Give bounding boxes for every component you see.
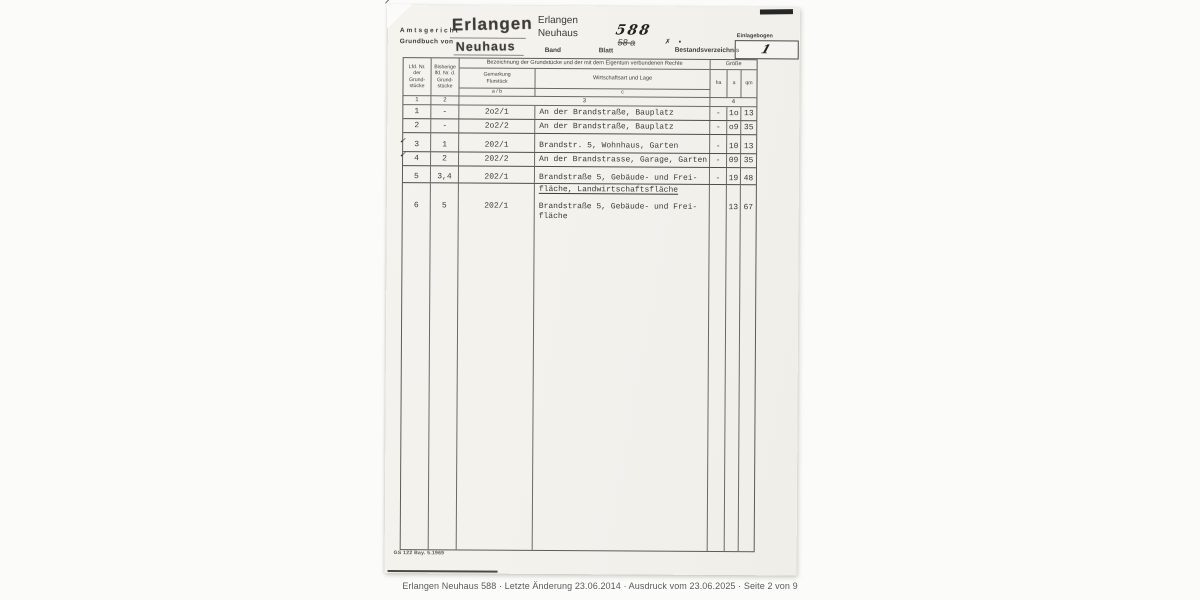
row-wirtschaftsart: An der Brandstraße, Bauplatz: [535, 120, 710, 134]
row-flurstueck: 2o2/2: [459, 119, 535, 132]
band-label: Band: [544, 46, 561, 55]
row-ha: -: [710, 172, 727, 184]
row-wirtschaftsart: Brandstraße 5, Gebäude- und Frei-: [535, 201, 710, 212]
row-a: 10: [727, 140, 741, 153]
row-a: 09: [727, 154, 741, 167]
row-wirtschaftsart: An der Brandstraße, Bauplatz: [535, 106, 710, 120]
row-qm: 13: [744, 109, 754, 119]
scanned-grundbuch-page: [385, 5, 800, 576]
amtsgericht-label: Amtsgericht: [399, 27, 460, 35]
row-a: 19: [727, 172, 741, 184]
row-checkmark: ✓: [399, 136, 406, 146]
header-gemarkung-flurstueck: Gemarkung Flurstück: [459, 68, 535, 88]
row-flurstueck: 202/1: [459, 138, 535, 151]
fold-crease-line: [385, 0, 409, 4]
row-flurstueck: 202/1: [459, 200, 535, 210]
row-wirtschaftsart: Brandstr. 5, Wohnhaus, Garten: [535, 139, 710, 153]
bestandsverzeichnis-label: Bestandsverzeichnis: [674, 46, 740, 55]
page-fold-corner: [387, 4, 412, 29]
header-a: a: [727, 70, 741, 98]
typed-district-name: Erlangen Neuhaus: [537, 14, 578, 39]
row-nr: 3: [414, 140, 420, 150]
row-nr: 2: [414, 121, 420, 131]
row-wirtschaftsart-line2: fläche: [538, 211, 568, 221]
row-ha: -: [710, 107, 727, 120]
row-nr: 6: [413, 200, 419, 210]
header-sub-ab: a / b: [459, 88, 535, 96]
printout-footer: Erlangen Neuhaus 588 · Letzte Änderung 23.06.2014 · Ausdruck vom 23.06.2025 · Seite 2 von 9: [402, 581, 798, 591]
row-nr: 4: [414, 154, 419, 164]
row-ha: -: [710, 140, 727, 153]
empty-table-area: [401, 220, 756, 551]
row-old-nr: 1: [431, 138, 459, 151]
form-number: GS 122 Bay. 5.1969: [393, 550, 445, 557]
row-ha: -: [710, 121, 727, 134]
row-ha: -: [710, 154, 727, 167]
district-field-line: [454, 54, 524, 55]
row-checkmark: ✓: [399, 150, 406, 160]
row-old-nr: -: [431, 119, 459, 132]
header-bisherige-nr: Bisherige lfd. Nr. d. Grund- stücke: [431, 58, 459, 96]
grundbuch-von-label: Grundbuch von: [399, 38, 454, 46]
header-bezeichnung-group: Bezeichnung der Grundstücke und der mit dem Eigentum verbundenen Rechte: [460, 58, 711, 70]
einlagebogen-label: Einlagebogen: [736, 33, 773, 40]
row-ha: [710, 202, 727, 212]
table-body: [401, 105, 757, 551]
blatt-label: Blatt: [598, 47, 614, 55]
row-wirtschaftsart: An der Brandstrasse, Garage, Garten: [535, 153, 710, 167]
blatt-number-handwritten: 588: [614, 22, 653, 39]
struck-correction-marks: ✗ ▪: [664, 38, 685, 46]
row-flurstueck: 202/1: [459, 170, 535, 182]
row-nr: 5: [414, 171, 419, 181]
header-groesse-group: Größe: [711, 60, 757, 70]
blatt-number-struck: 58 a: [617, 37, 637, 48]
header-qm: qm: [741, 70, 756, 98]
row-flurstueck: 202/2: [459, 152, 535, 165]
row-wirtschaftsart: Brandstraße 5, Gebäude- und Frei-: [535, 171, 710, 184]
row-old-nr: 2: [431, 152, 459, 165]
row-a: 13: [727, 202, 741, 212]
row-wirtschaftsart-line2: fläche, Landwirtschaftsfläche: [538, 184, 679, 195]
header-lfd-nr: Lfd. Nr. der Grund- stücke: [403, 58, 431, 96]
bestandsverzeichnis-table: [400, 57, 758, 552]
row-old-nr: 3,4: [431, 170, 459, 182]
header-colnum-3: 3: [459, 96, 710, 107]
einlagebogen-box: [735, 40, 799, 59]
header-wirtschaftsart-lage: Wirtschaftsart und Lage: [535, 69, 710, 90]
row-flurstueck: 2o2/1: [459, 105, 535, 118]
header-colnum-2: 2: [431, 96, 459, 105]
einlagebogen-value-handwritten: 1: [759, 42, 773, 57]
paper-bottom-edge-shadow: [388, 570, 498, 573]
row-qm: 48: [743, 173, 754, 183]
row-qm: 67: [743, 202, 754, 212]
header-colnum-4: 4: [710, 98, 756, 107]
row-old-nr: -: [431, 105, 459, 118]
row-qm: 13: [743, 142, 754, 152]
row-nr: 1: [414, 107, 420, 117]
district-stamp: Neuhaus: [455, 39, 516, 54]
header-ha: ha: [710, 70, 727, 98]
scan-artifact-mark: [760, 9, 793, 14]
header-sub-c: c: [535, 89, 710, 98]
row-a: 1o: [727, 107, 741, 120]
row-qm: 35: [743, 123, 754, 133]
row-a: o9: [727, 121, 741, 134]
table-header: [403, 58, 756, 107]
court-stamp: Erlangen: [451, 13, 533, 35]
header-colnum-1: 1: [403, 96, 431, 105]
row-old-nr: 5: [431, 200, 459, 210]
row-qm: 35: [743, 156, 754, 166]
